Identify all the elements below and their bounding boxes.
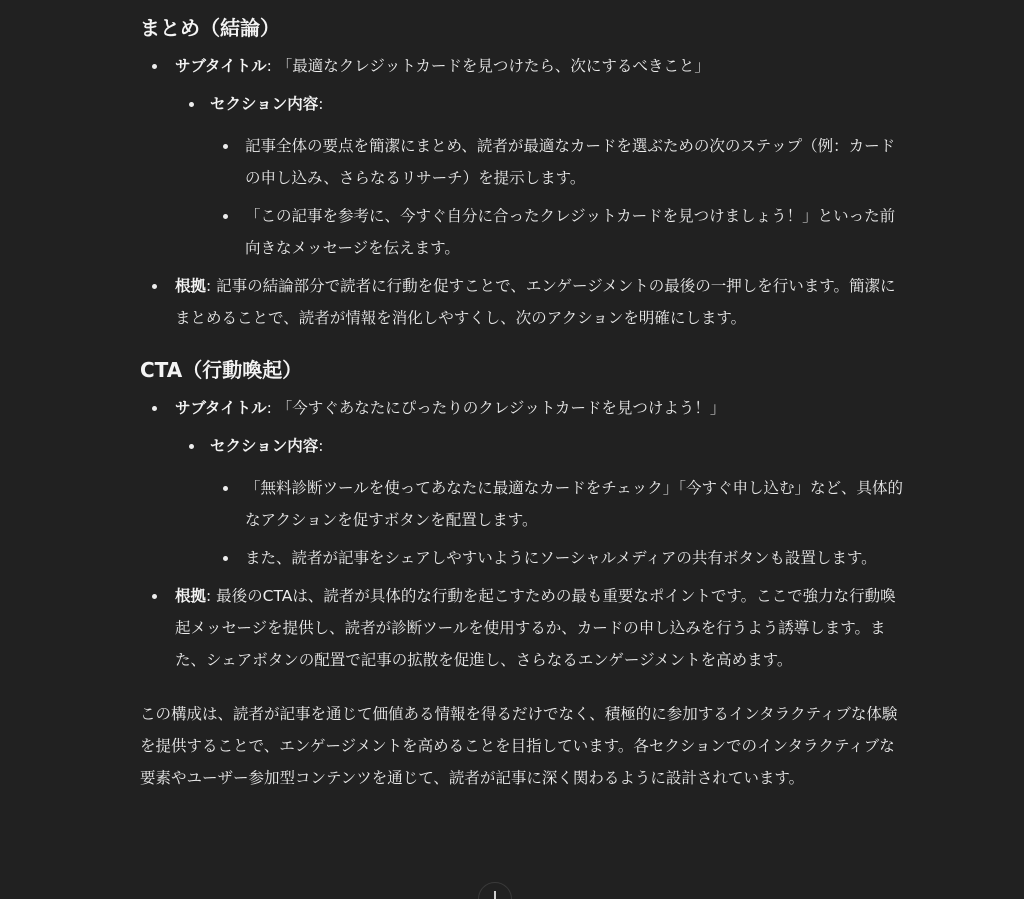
list-item-subtitle [140,50,910,264]
content-items [210,472,910,574]
subtitle-sep: : [266,399,277,417]
content-item: 「この記事を参考に、今すぐ自分に合ったクレジットカードを見つけましょう！」といった前向きなメッセージを伝えます。 [210,200,910,264]
subtitle-label: サブタイトル [175,57,267,75]
arrow-down-icon [494,891,496,899]
rationale-label: 根拠 [175,587,207,605]
section-list-cta [140,392,910,676]
content-sep: : [318,95,324,113]
content-item: また、読者が記事をシェアしやすいようにソーシャルメディアの共有ボタンも設置します。 [210,542,910,574]
subtitle-value: 「最適なクレジットカードを見つけたら、次にするべきこと」 [276,57,710,75]
content-list [175,88,910,264]
subtitle-label: サブタイトル [175,399,267,417]
subtitle-value: 「今すぐあなたにぴったりのクレジットカードを見つけよう！」 [276,399,726,417]
list-item-section-content [175,88,910,264]
rationale-sep: : [206,277,217,295]
rationale-label: 根拠 [175,277,207,295]
scroll-to-bottom-button[interactable] [478,882,512,899]
section-heading-cta: CTA（行動喚起） [140,358,303,382]
list-item-section-content [175,430,910,574]
content-label: セクション内容 [210,95,319,113]
content-label: セクション内容 [210,437,319,455]
list-item-subtitle [140,392,910,574]
list-item-rationale [140,270,910,334]
section-heading-conclusion: まとめ（結論） [140,16,280,40]
content-sep: : [318,437,324,455]
rationale-value: 記事の結論部分で読者に行動を促すことで、エンゲージメントの最後の一押しを行います。簡潔にまとめることで、読者が情報を消化しやすくし、次のアクションを明確にします。 [175,277,896,327]
content-list [175,430,910,574]
section-list-conclusion [140,50,910,334]
chat-message-content [140,10,910,794]
content-items [210,130,910,264]
content-item: 「無料診断ツールを使ってあなたに最適なカードをチェック」「今すぐ申し込む」など、具体的なアクションを促すボタンを配置します。 [210,472,910,536]
rationale-value: 最後のCTAは、読者が具体的な行動を起こすための最も重要なポイントです。ここで強力な行動喚起メッセージを提供し、読者が診断ツールを使用するか、カードの申し込みを行うよう誘導します。また、シェアボタンの配置で記事の拡散を促進し、さらなるエンゲージメントを高めます。 [175,587,896,669]
content-item: 記事全体の要点を簡潔にまとめ、読者が最適なカードを選ぶための次のステップ（例：カードの申し込み、さらなるリサーチ）を提示します。 [210,130,910,194]
subtitle-sep: : [266,57,277,75]
list-item-rationale [140,580,910,676]
rationale-sep: : [206,587,217,605]
summary-paragraph: この構成は、読者が記事を通じて価値ある情報を得るだけでなく、積極的に参加するインタラクティブな体験を提供することで、エンゲージメントを高めることを目指しています。各セクションでのインタラクティブな要素やユーザー参加型コンテンツを通じて、読者が記事に深く関わるように設計されています。 [140,705,898,787]
